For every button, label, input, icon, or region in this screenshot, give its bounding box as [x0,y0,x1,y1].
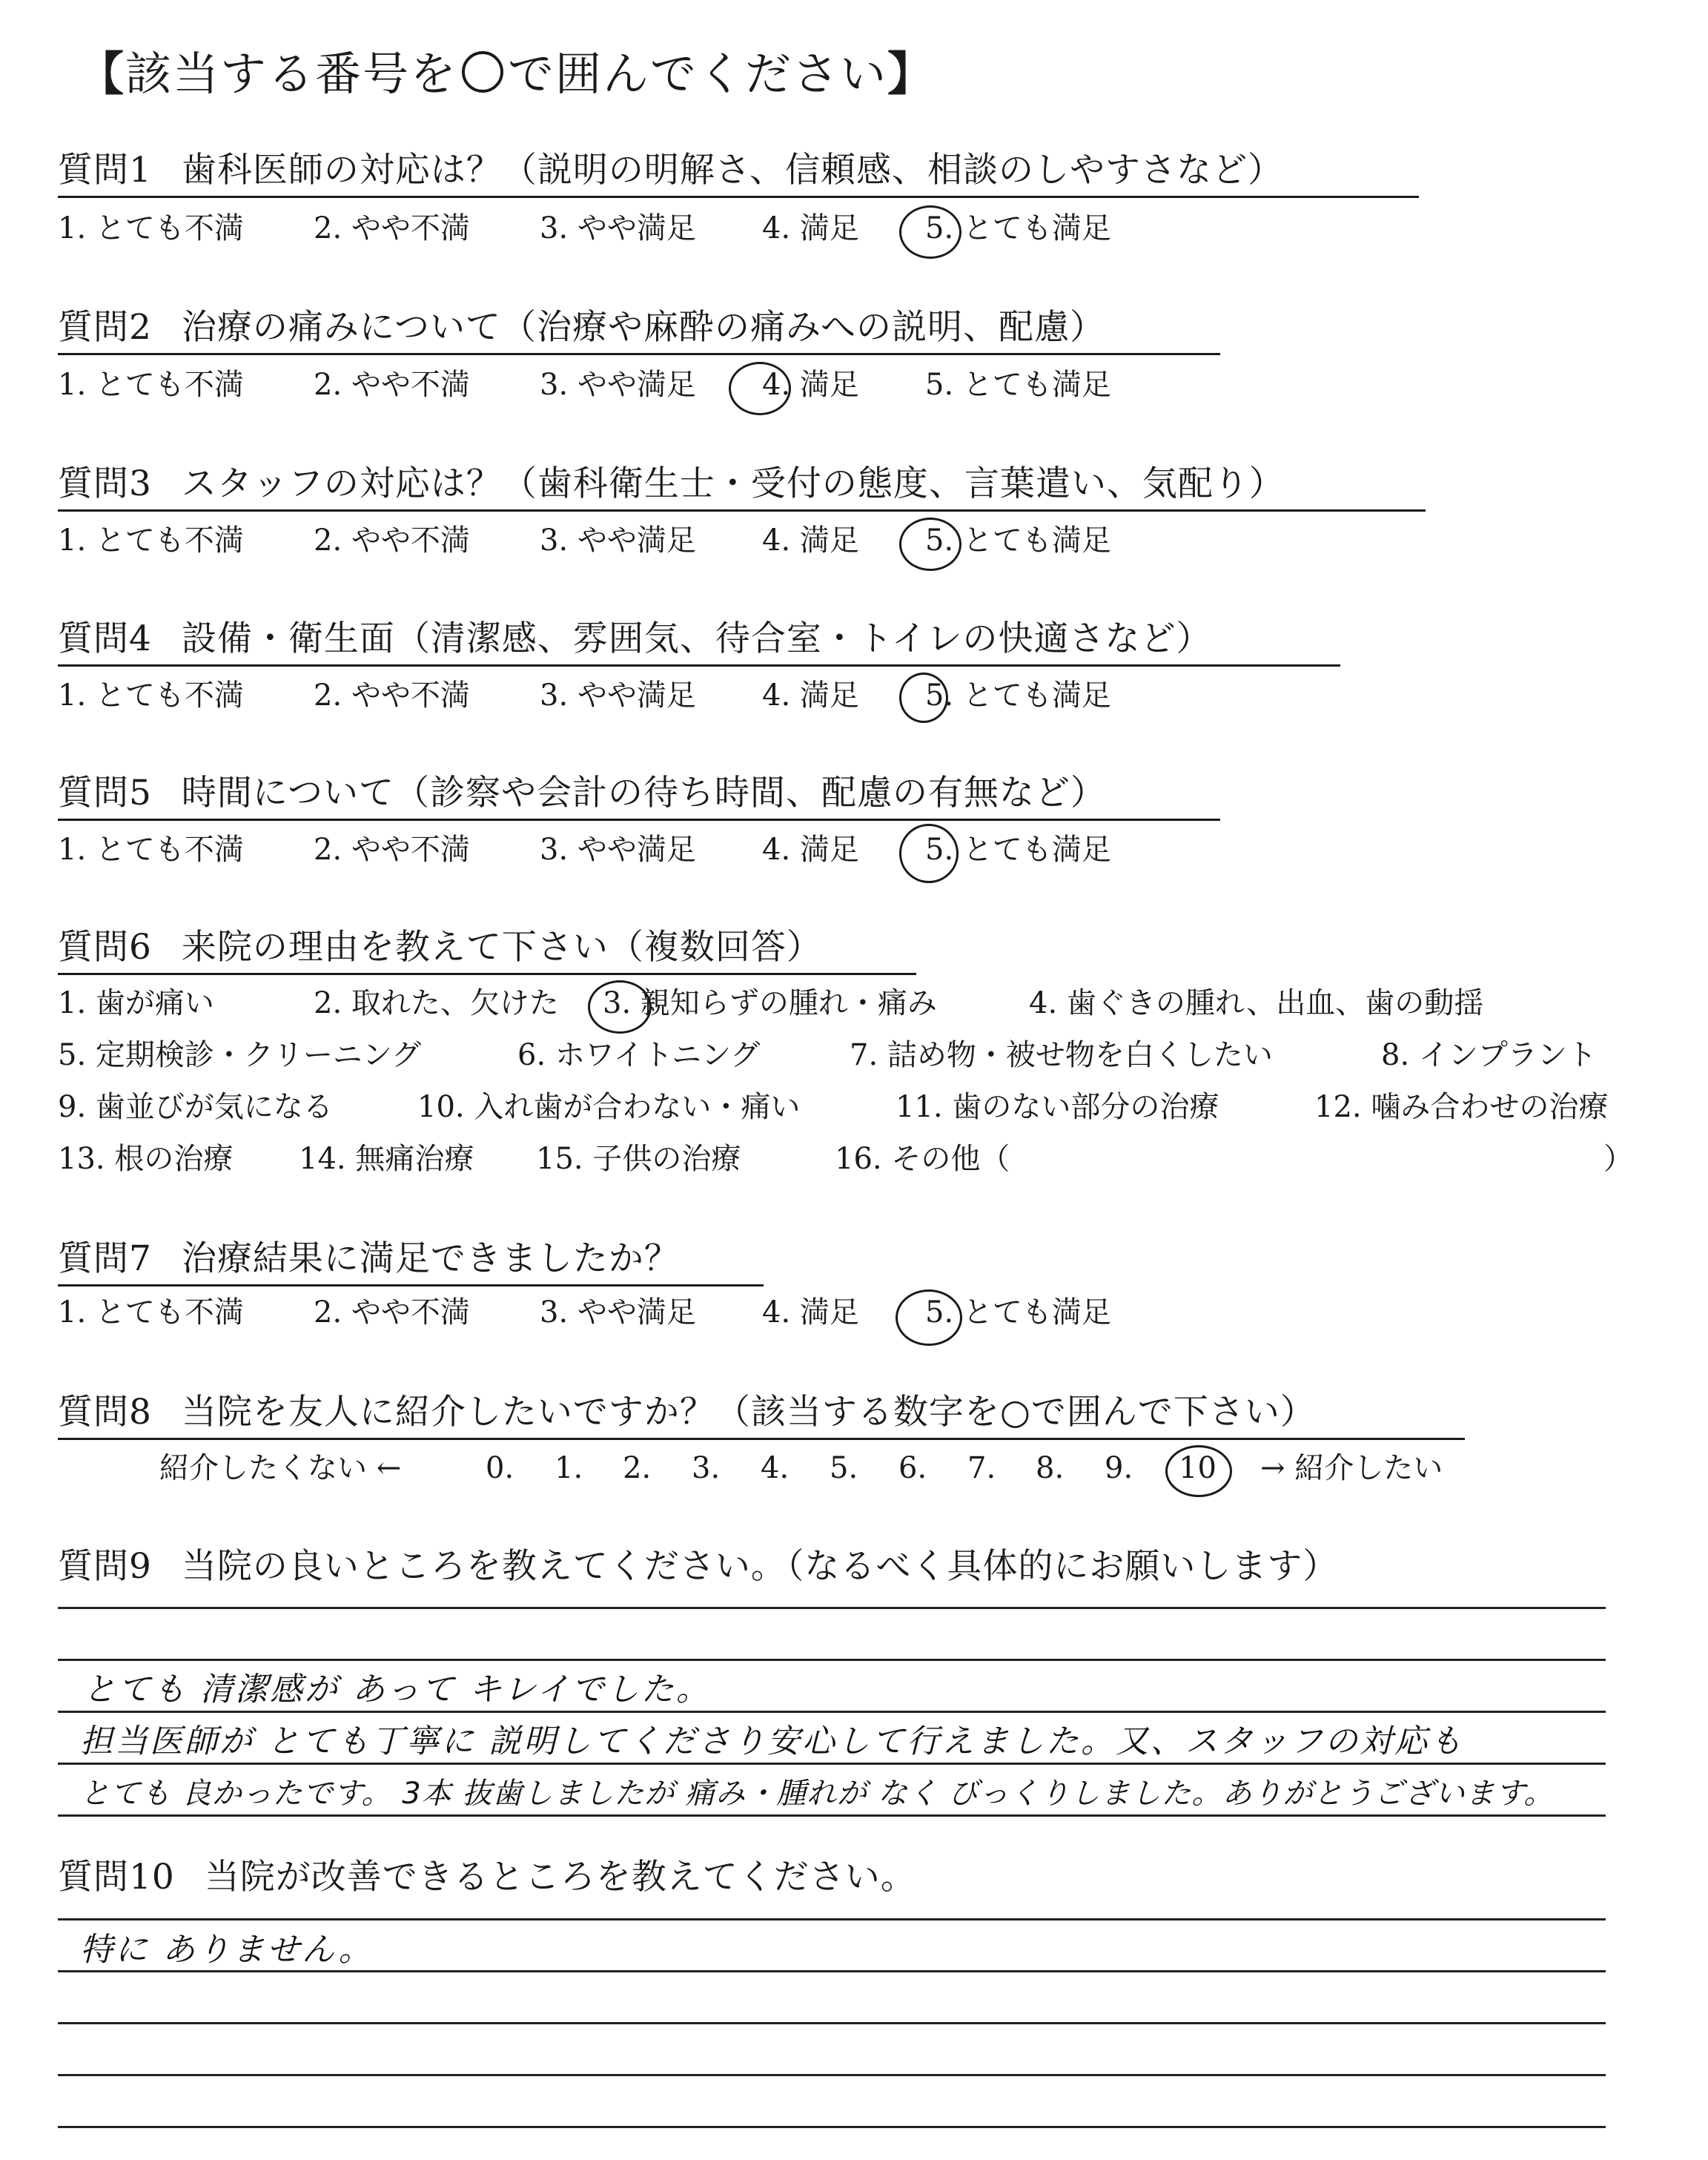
q2-title [58,305,1105,350]
q8-text: 当院を友人に紹介したいですか？（該当する数字を○で囲んで下さい） [181,1392,1316,1433]
q2-option-5[interactable]: 5. とても満足 [925,368,1111,402]
q7-selected-circle [896,1289,962,1346]
q6-label: 質問6 [58,927,152,968]
q5-option-3[interactable]: 3. やや満足 [540,833,696,867]
q6-option-11[interactable]: 11. 歯のない部分の治療 [896,1090,1219,1124]
q8-scale-7[interactable]: 7. [967,1451,996,1485]
q6-option-3[interactable]: 3. 親知らずの腫れ・痛み [603,986,937,1020]
q9-text: 当院の良いところを教えてください。（なるべく具体的にお願いします） [181,1546,1339,1587]
q1-option-4[interactable]: 4. 満足 [762,211,859,245]
circle-icon [462,51,503,93]
q8-scale-2[interactable]: 2. [623,1451,652,1485]
q9-label: 質問9 [58,1546,152,1587]
q2-selected-circle [729,362,791,415]
q7-option-2[interactable]: 2. やや不満 [314,1295,470,1330]
q6-option-15[interactable]: 15. 子供の治療 [536,1142,741,1176]
q1-option-3[interactable]: 3. やや満足 [540,211,696,245]
q6-option-6[interactable]: 6. ホワイトニング [517,1038,761,1072]
q3-text: スタッフの対応は？（歯科衛生士・受付の態度、言葉遣い、気配り） [181,463,1285,504]
q3-option-3[interactable]: 3. やや満足 [540,524,696,558]
instruction-header [78,44,935,104]
header-text-2: で囲んでください [508,47,888,101]
q3-selected-circle [899,518,961,571]
q2-label: 質問2 [58,307,152,348]
q10-write-line-1 [58,1918,1606,1920]
q8-scale-3[interactable]: 3. [692,1451,721,1485]
q6-option-4[interactable]: 4. 歯ぐきの腫れ、出血、歯の動揺 [1029,986,1484,1020]
q5-option-5[interactable]: 5. とても満足 [925,833,1111,867]
q3-option-1[interactable]: 1. とても不満 [58,524,244,558]
q8-scale-4[interactable]: 4. [761,1451,790,1485]
q8-label: 質問8 [58,1392,152,1433]
q1-selected-circle [899,205,961,259]
q1-title [58,148,1283,193]
q9-write-line-4 [58,1763,1606,1765]
q4-selected-circle [899,673,948,723]
q9-write-line-2 [58,1659,1606,1661]
q2-text: 治療の痛みについて（治療や麻酔の痛みへの説明、配慮） [181,307,1106,348]
q6-option-5[interactable]: 5. 定期検診・クリーニング [58,1038,422,1072]
q6-option-7[interactable]: 7. 詰め物・被せ物を白くしたい [850,1038,1273,1072]
q7-option-1[interactable]: 1. とても不満 [58,1295,244,1330]
q1-underline [58,196,1419,198]
q4-option-1[interactable]: 1. とても不満 [58,678,244,713]
q8-underline [58,1438,1465,1440]
q6-other-close: ） [1603,1142,1633,1176]
q10-write-line-2 [58,1970,1606,1972]
q3-label: 質問3 [58,463,152,504]
q6-option-12[interactable]: 12. 噛み合わせの治療 [1314,1090,1609,1124]
q8-scale-0[interactable]: 0. [486,1451,514,1485]
q7-option-3[interactable]: 3. やや満足 [540,1295,696,1330]
q2-option-2[interactable]: 2. やや不満 [314,368,470,402]
q5-title [58,771,1106,816]
q9-write-line-5 [58,1814,1606,1817]
q2-underline [58,353,1220,355]
q5-text: 時間について（診察や会計の待ち時間、配慮の有無など） [181,773,1106,813]
q5-label: 質問5 [58,773,152,813]
q9-write-line-3 [58,1711,1606,1713]
q7-underline [58,1284,764,1287]
q2-option-1[interactable]: 1. とても不満 [58,368,244,402]
header-open-bracket: 【 [78,47,126,101]
q8-scale-10[interactable]: 10 [1179,1451,1217,1485]
q4-option-5[interactable]: 5. とても満足 [925,678,1111,713]
q9-write-line-1 [58,1607,1606,1609]
q1-option-5[interactable]: 5. とても満足 [925,211,1111,245]
q7-text: 治療結果に満足できましたか？ [181,1238,680,1279]
q1-option-2[interactable]: 2. やや不満 [314,211,470,245]
q6-option-14[interactable]: 14. 無痛治療 [299,1142,474,1176]
q9-answer-line-2: 担当医師が とても丁寧に 説明してくださり安心して行えました。又、スタッフの対応も [80,1723,1464,1760]
q6-option-2[interactable]: 2. 取れた、欠けた [314,986,559,1020]
q4-option-2[interactable]: 2. やや不満 [314,678,470,713]
q6-option-9[interactable]: 9. 歯並びが気になる [58,1090,333,1124]
q8-title [58,1390,1316,1435]
q3-option-4[interactable]: 4. 満足 [762,524,859,558]
q2-option-3[interactable]: 3. やや満足 [540,368,696,402]
q10-title [58,1855,916,1900]
q5-selected-circle [899,824,959,883]
q5-option-4[interactable]: 4. 満足 [762,833,859,867]
q7-option-4[interactable]: 4. 満足 [762,1295,859,1330]
q7-option-5[interactable]: 5. とても満足 [925,1295,1111,1330]
q8-scale-5[interactable]: 5. [830,1451,858,1485]
header-close-bracket: 】 [887,47,936,101]
q4-option-4[interactable]: 4. 満足 [762,678,859,713]
q6-selected-circle [588,980,652,1034]
header-text-1: 該当する番号を [125,47,458,101]
q9-answer-line-1: とても 清潔感が あって キレイでした。 [83,1671,711,1708]
q6-option-1[interactable]: 1. 歯が痛い [58,986,214,1020]
q6-option-10[interactable]: 10. 入れ歯が合わない・痛い [417,1090,801,1124]
q6-text: 来院の理由を教えて下さい（複数回答） [181,927,822,968]
q5-option-1[interactable]: 1. とても不満 [58,833,244,867]
q8-selected-circle [1165,1445,1232,1497]
q4-label: 質問4 [58,618,152,659]
q3-option-2[interactable]: 2. やや不満 [314,524,470,558]
q6-underline [58,973,916,975]
q8-left-label: 紹介したくない ← [159,1451,402,1485]
q10-label: 質問10 [58,1857,175,1898]
q3-underline [58,509,1426,512]
q10-write-line-5 [58,2126,1606,2128]
q4-underline [58,664,1340,667]
q8-scale-8[interactable]: 8. [1036,1451,1065,1485]
q8-scale-1[interactable]: 1. [555,1451,583,1485]
q4-option-3[interactable]: 3. やや満足 [540,678,696,713]
q6-title [58,925,822,970]
q8-scale-9[interactable]: 9. [1105,1451,1133,1485]
q4-title [58,617,1212,661]
q5-option-2[interactable]: 2. やや不満 [314,833,470,867]
q10-write-line-4 [58,2074,1606,2076]
q4-text: 設備・衛生面（清潔感、雰囲気、待合室・トイレの快適さなど） [181,618,1212,659]
q6-option-13[interactable]: 13. 根の治療 [58,1142,234,1176]
q10-text: 当院が改善できるところを教えてください。 [204,1857,916,1898]
q6-option-8[interactable]: 8. インプラント [1381,1038,1597,1072]
q9-answer-line-3: とても 良かったです。 3本 抜歯しましたが 痛み・腫れが なく びっくりしました。ありがとうございます。 [80,1777,1555,1811]
q8-right-label: → 紹介したい [1260,1451,1443,1485]
q7-title [58,1237,680,1281]
q10-answer-line-1: 特に ありません。 [80,1931,374,1969]
q1-label: 質問1 [58,150,152,191]
q8-scale-6[interactable]: 6. [898,1451,927,1485]
q3-option-5[interactable]: 5. とても満足 [925,524,1111,558]
q3-title [58,462,1285,506]
q1-option-1[interactable]: 1. とても不満 [58,211,244,245]
q5-underline [58,819,1220,821]
q7-label: 質問7 [58,1238,152,1279]
q10-write-line-3 [58,2022,1606,2024]
q2-option-4[interactable]: 4. 満足 [762,368,859,402]
q6-option-16[interactable]: 16. その他（ [835,1142,1010,1176]
q1-text: 歯科医師の対応は？（説明の明解さ、信頼感、相談のしやすさなど） [181,150,1284,191]
q9-title [58,1545,1338,1589]
